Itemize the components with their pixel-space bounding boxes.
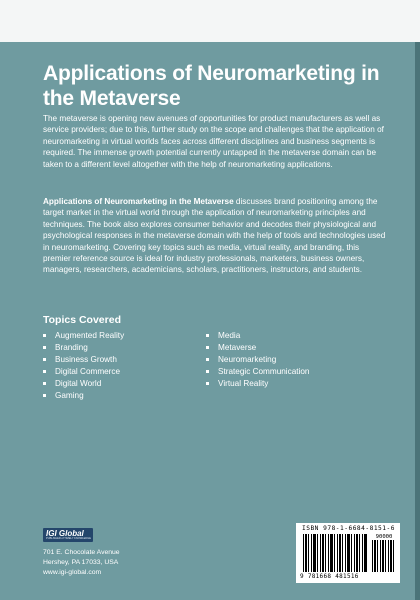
book-title-inline: Applications of Neuromarketing in the Metaverse [43,197,234,206]
publisher-logo-text: IGI Global [46,529,84,538]
topic-item: Neuromarketing [206,354,309,366]
bullet-icon [206,370,209,373]
barcode-number: 9 781668 481516 [300,573,359,580]
bullet-icon [43,370,46,373]
description-paragraph-2-text: discusses brand positioning among the target market in the virtual world through the application of neuromarketing principles and techniques. The book also explores consumer behavior and decodes their physiological and psychological responses in the metaverse domain with the help of tools and technologies used in neuromarketing. Covering key topics such as media, virtual reality, and branding, this premier reference source is ideal for industry professionals, marketers, business owners, managers, researchers, academicians, scholars, practitioners, instructors, and students. [43,197,386,275]
bullet-icon [206,346,209,349]
topic-item: Strategic Communication [206,366,309,378]
topic-item: Virtual Reality [206,378,309,390]
price-code: 90000 [375,534,393,540]
topic-item: Metaverse [206,342,309,354]
topic-item: Gaming [43,390,124,402]
bullet-icon [206,382,209,385]
topics-list-left [43,330,124,402]
description-paragraph-2 [43,196,388,276]
publisher-logo [43,528,93,542]
isbn-label: ISBN 978-1-6684-8151-6 [302,525,395,532]
topics-heading: Topics Covered [43,314,121,326]
bullet-icon [206,358,209,361]
bullet-icon [43,394,46,397]
barcode-bars [303,534,367,572]
topic-item: Augmented Reality [43,330,124,342]
topic-item: Business Growth [43,354,124,366]
topic-item: Digital Commerce [43,366,124,378]
right-edge-strip [415,42,420,600]
bullet-icon [43,382,46,385]
bullet-icon [43,358,46,361]
topics-list-right [206,330,309,390]
bullet-icon [43,346,46,349]
top-band [0,0,420,42]
topic-item: Branding [43,342,124,354]
publisher-logo-tagline: PUBLISHER of TIMELY KNOWLEDGE [46,537,91,540]
address-line: Hershey, PA 17033, USA [43,559,119,566]
publisher-address [43,548,120,578]
bullet-icon [206,334,209,337]
bullet-icon [43,334,46,337]
isbn-barcode [296,523,400,583]
price-barcode-bars [372,540,394,572]
publisher-website: www.igi-global.com [43,569,102,576]
address-line: 701 E. Chocolate Avenue [43,549,120,556]
topic-item: Media [206,330,309,342]
topic-item: Digital World [43,378,124,390]
description-paragraph-1: The metaverse is opening new avenues of opportunities for product manufacturers as well as service providers; due to this, further study on the scope and challenges that the application of neuromarketing in virtual worlds faces across different disciplines and business segments is required. The immense growth potential currently untapped in the metaverse domain can be taken to a different level altogether with the help of neuromarketing applications. [43,114,384,169]
book-title: Applications of Neuromarketing in the Metaverse [43,62,380,110]
